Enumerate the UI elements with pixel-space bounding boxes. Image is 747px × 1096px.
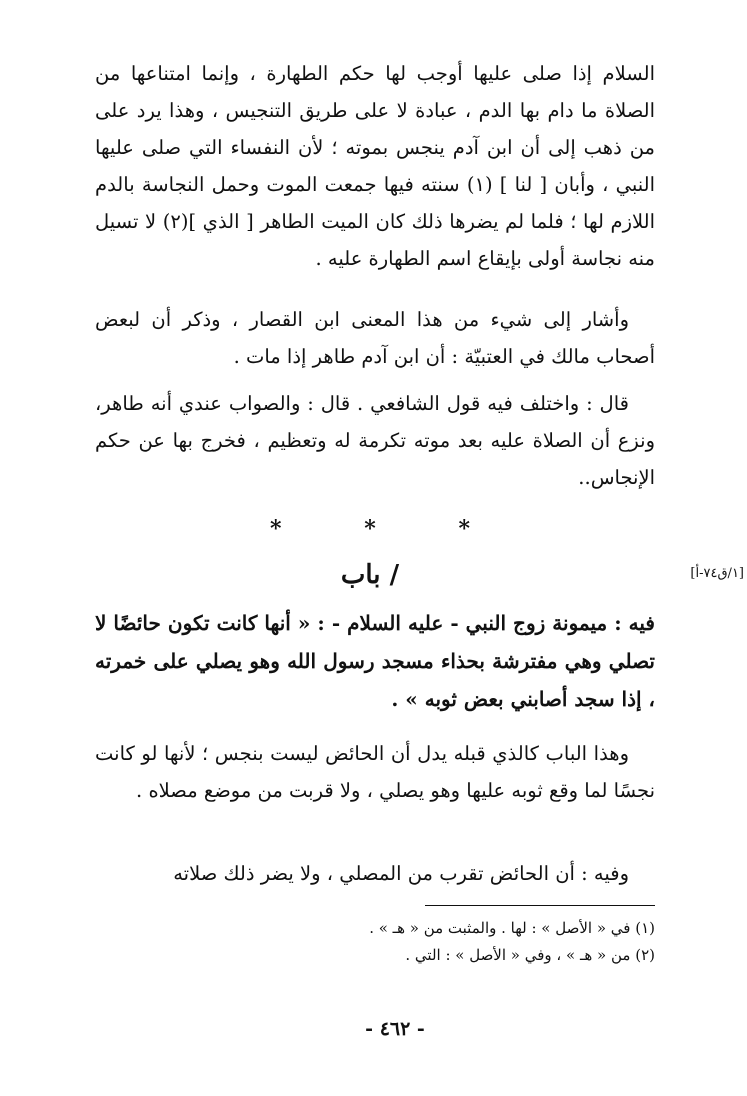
footnote-divider (425, 905, 655, 906)
footnote-1: (١) في « الأصل » : لها . والمثبت من « هـ » . (369, 919, 655, 937)
paragraph-text: قال : واختلف فيه قول الشافعي . قال : والصواب عندي أنه طاهر، ونزع أن الصلاة عليه بعد موته تكرمة له وتعظيم ، فخرج بها عن حكم الإنجاس.. (95, 392, 655, 489)
paragraph-text: وفيه : أن الحائض تقرب من المصلي ، ولا يضر ذلك صلاته (173, 862, 629, 885)
paragraph-text: السلام إذا صلى عليها أوجب لها حكم الطهارة ، وإنما امتناعها من الصلاة ما دام بها الدم ، عبادة لا على طريق التنجيس ، وهذا يرد على من ذهب إلى أن ابن آدم ينجس بموته ؛ لأن النفساء التي صلى عليها النبي ، وأبان [ لنا ] (١) سنته فيها جمعت الموت وحمل النجاسة بالدم اللازم لها ؛ فلما لم يضرها ذلك كان الميت الطاهر [ الذي ](٢) لا تسيل منه نجاسة أولى بإيقاع اسم الطهارة عليه . (95, 62, 656, 270)
asterisk-icon: * (270, 516, 282, 542)
section-separator (270, 516, 470, 542)
body-paragraph-5 (95, 735, 655, 809)
paragraph-text: وهذا الباب كالذي قبله يدل أن الحائض ليست بنجس ؛ لأنها لو كانت نجسًا لما وقع ثوبه عليها وهو يصلي ، ولا قربت من موضع مصلاه . (95, 742, 655, 802)
asterisk-icon: * (458, 516, 470, 542)
paragraph-text: وأشار إلى شيء من هذا المعنى ابن القصار ، وذكر أن لبعض أصحاب مالك في العتبيّة : أن ابن آدم طاهر إذا مات . (95, 308, 655, 368)
manuscript-folio-reference: [١/ق٧٤-أ] (690, 566, 744, 581)
body-paragraph-2 (95, 301, 655, 375)
hadith-text (95, 604, 655, 718)
body-paragraph-1 (95, 55, 655, 277)
footnotes (95, 915, 655, 969)
footnote-2: (٢) من « هـ » ، وفي « الأصل » : التي . (405, 946, 655, 964)
body-paragraph-6 (95, 855, 655, 892)
body-paragraph-3 (95, 385, 655, 496)
paragraph-text: فيه : ميمونة زوج النبي - عليه السلام - : « أنها كانت تكون حائضًا لا تصلي وهي مفترشة بحذاء مسجد رسول الله وهو يصلي على خمرته ، إذا سجد أصابني بعض ثوبه » . (95, 611, 655, 711)
chapter-title: / باب (340, 560, 400, 590)
asterisk-icon: * (364, 516, 376, 542)
page-number: - ٤٦٢ - (365, 1018, 425, 1040)
